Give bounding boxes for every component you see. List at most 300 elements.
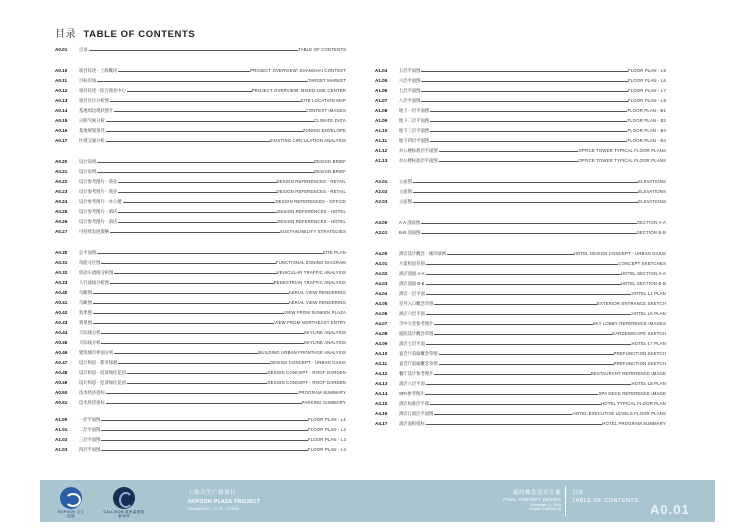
toc-entry-code: A0.11 <box>55 78 68 83</box>
toc-entry-leader-line <box>114 353 258 354</box>
toc-entry-title-en: HOTEL SECTION B-B <box>620 281 666 286</box>
project-name-en: HOPSON PLAZA PROJECT <box>188 499 261 505</box>
toc-entry <box>55 196 346 204</box>
toc-entry-leader-line <box>123 202 276 203</box>
toc-entry-code: A0.49 <box>55 380 68 385</box>
toc-entry-title-cn: 鸟瞰图 <box>79 300 92 305</box>
toc-entry-title-cn: 酒店设计概念 - 城市绿洲 <box>399 251 446 256</box>
toc-entry-leader-line <box>97 81 308 82</box>
toc-entry-title-en: FLOOR PLAN - L4 <box>307 447 346 452</box>
toc-entry-leader-line <box>426 294 632 295</box>
toc-entry-code: A4.02 <box>375 271 388 276</box>
toc-entry-title-en: FLOOR PLAN - B3 <box>627 128 666 133</box>
toc-entry <box>375 278 666 286</box>
toc-entry-title-cn: 酒店六层平面 <box>399 311 425 316</box>
toc-entry-leader-line <box>426 274 621 275</box>
toc-entry-leader-line <box>439 161 579 162</box>
toc-entry-title-en: GARDENSCAPE SKETCH <box>611 331 666 336</box>
toc-entry-leader-line <box>93 293 289 294</box>
sheet-title <box>572 488 638 504</box>
toc-entry <box>375 288 666 296</box>
toc-entry-code: A0.14 <box>55 108 68 113</box>
toc-entry-code: A1.04 <box>375 68 388 73</box>
toc-entry-title-en: PREFUNCTION SKETCH <box>613 361 666 366</box>
toc-entry <box>55 377 346 385</box>
toc-entry-title-cn: 酒店标准层平面 <box>399 401 430 406</box>
toc-entry-title-en: CONCEPT SKETCHES <box>618 261 666 266</box>
toc-entry-leader-line <box>426 264 619 265</box>
toc-entry-title-cn: B-B 剖面图 <box>399 230 421 235</box>
toc-entry-code: A0.51 <box>55 400 68 405</box>
toc-entry-leader-line <box>93 323 274 324</box>
toc-entry-leader-line <box>89 50 299 51</box>
toc-entry <box>375 105 666 113</box>
toc-entry <box>375 196 666 204</box>
toc-entry <box>375 408 666 416</box>
toc-entry-title-en: HOTEL SECTION A-A <box>620 271 666 276</box>
toc-entry-code: A0.12 <box>55 88 68 93</box>
toc-entry-title-cn: 酒店面积指标 <box>399 421 425 426</box>
toc-entry-leader-line <box>426 284 621 285</box>
page-title <box>55 25 195 40</box>
toc-entry-leader-line <box>101 450 307 451</box>
toc-entry-title-en: FLOOR PLAN - L2 <box>307 427 346 432</box>
stage-cn: 最终概念设计方案 <box>512 490 561 496</box>
toc-entry-title-en: HOTEL DESIGN CONCEPT - URBAN OASIS <box>573 251 666 256</box>
toc-entry-leader-line <box>110 232 280 233</box>
project-info <box>188 488 261 511</box>
toc-entry-code: A0.43 <box>55 320 68 325</box>
toc-entry-leader-line <box>421 71 627 72</box>
toc-entry-title-en: SPA DECK REFERENCE IMAGE <box>598 391 666 396</box>
toc-entry-title-cn: 立面图 <box>399 179 412 184</box>
toc-entry-title-cn: 可持续发展策略 <box>79 229 110 234</box>
toc-entry-code: A3.01 <box>375 230 388 235</box>
toc-entry-code: A2.03 <box>375 199 388 204</box>
toc-entry-code: A4.03 <box>375 281 388 286</box>
toc-entry-title-cn: 目标市场 <box>79 78 97 83</box>
toc-entry-leader-line <box>430 404 601 405</box>
toc-entry-title-cn: 宴会厅前廊概念草图 <box>399 361 438 366</box>
toc-entry-leader-line <box>430 121 627 122</box>
toc-entry-title-cn: 总平面图 <box>79 250 97 255</box>
toc-entry-title-en: PREFUNCTION SKETCH <box>613 351 666 356</box>
toc-entry-code: A0.27 <box>55 229 68 234</box>
toc-entry-title-en: HOTEL TYPICAL FLOOR PLAN <box>600 401 666 406</box>
toc-entry <box>55 247 346 255</box>
design-stage-info <box>475 488 561 511</box>
toc-entry-leader-line <box>421 91 627 92</box>
toc-entry <box>375 348 666 356</box>
toc-entry-leader-line <box>93 313 284 314</box>
toc-entry-title-en: EXISTING CIRCULATION ANALYSIS <box>269 138 346 143</box>
toc-entry-title-cn: 天际线分析 <box>79 340 101 345</box>
toc-entry <box>375 378 666 386</box>
toc-entry-title-en: VIEW FROM SUNKEN PLAZA <box>283 310 346 315</box>
toc-entry-code: A1.09 <box>375 118 388 123</box>
toc-entry-code: A2.02 <box>375 189 388 194</box>
toc-entry <box>375 248 666 256</box>
toc-entry-title-en: FLOOR PLAN - L7 <box>627 88 666 93</box>
toc-entry-title-en: PARKING SUMMARY <box>301 400 346 405</box>
toc-entry-leader-line <box>106 403 302 404</box>
toc-entry-code: A0.10 <box>55 68 68 73</box>
toc-entry-code: A0.44 <box>55 330 68 335</box>
toc-entry-title-en: HOTEL PROGRAM SUMMARY <box>602 421 666 426</box>
toc-entry-code: A0.25 <box>55 209 68 214</box>
toc-entry-code: A1.12 <box>375 148 388 153</box>
toc-entry <box>55 156 346 164</box>
toc-entry-title-cn: 地下三层平面图 <box>399 128 430 133</box>
toc-entry-code: A0.23 <box>55 189 68 194</box>
toc-entry-code: A0.20 <box>55 159 68 164</box>
toc-entry <box>55 444 346 452</box>
toc-entry-title-en: OFFICE TOWER TYPICAL FLOOR PLANS <box>578 158 666 163</box>
toc-entry-title-cn: 地下二层平面图 <box>399 118 430 123</box>
toc-entry-title-en: FUNCTIONAL ZONING DIAGRAM <box>275 260 346 265</box>
toc-entry-code: A4.14 <box>375 391 388 396</box>
footer-divider <box>565 486 566 516</box>
toc-entry-code: A4.11 <box>375 361 388 366</box>
toc-entry-title-en: SKYLINE ANALYSIS <box>303 330 346 335</box>
toc-entry-title-en: SECTION A-A <box>637 220 666 225</box>
toc-entry-title-cn: 机动车流线分析图 <box>79 270 114 275</box>
toc-entry-title-cn: 设计参考图片 - 商业 <box>79 189 118 194</box>
toc-entry-code: A0.50 <box>55 390 68 395</box>
toc-entry-title-cn: 庭院设计概念草图 <box>399 331 434 336</box>
toc-entry <box>375 398 666 406</box>
toc-entry <box>55 297 346 305</box>
toc-entry-leader-line <box>439 354 614 355</box>
toc-entry <box>55 216 346 224</box>
toc-entry-code: A0.47 <box>55 360 68 365</box>
toc-entry-code: A0.22 <box>55 179 68 184</box>
toc-entry-title-en: HOTEL L7 PLAN <box>631 341 666 346</box>
toc-entry-title-cn: 办公楼标准层平面图 <box>399 148 438 153</box>
sheet-title-en: TABLE OF CONTENTS <box>572 498 639 504</box>
toc-entry-code: A1.01 <box>55 427 68 432</box>
toc-entry <box>55 44 346 52</box>
toc-entry-title-en: DESIGN CONCEPT - ROOF GARDEN <box>267 380 346 385</box>
toc-entry <box>375 176 666 184</box>
toc-entry-leader-line <box>97 172 314 173</box>
toc-entry-title-cn: 日照气候分析 <box>79 118 105 123</box>
project-number: Project: 2009105.00 <box>529 507 561 511</box>
toc-entry-leader-line <box>101 430 307 431</box>
toc-entry-code: A4.09 <box>375 341 388 346</box>
toc-entry <box>375 85 666 93</box>
toc-entry-title-en: EXTERIOR ENTRANCE SKETCH <box>596 301 666 306</box>
toc-entry-code: A0.40 <box>55 290 68 295</box>
toc-entry-title-cn: 立面图 <box>399 199 412 204</box>
toc-entry-leader-line <box>413 182 638 183</box>
toc-entry-code: A1.02 <box>55 437 68 442</box>
toc-entry-title-cn: 区域交通分析 <box>79 138 105 143</box>
toc-entry <box>55 414 346 422</box>
toc-entry-leader-line <box>426 314 632 315</box>
title-block-footer <box>40 480 715 522</box>
toc-entry-leader-line <box>434 324 592 325</box>
toc-entry-title-en: DESIGN REFERENCES - RETAIL <box>276 189 346 194</box>
toc-entry-code: A0.26 <box>55 219 68 224</box>
toc-entry-title-cn: 三层平面图 <box>79 437 101 442</box>
toc-entry <box>55 206 346 214</box>
toc-entry-code: A4.15 <box>375 401 388 406</box>
toc-entry-leader-line <box>101 333 303 334</box>
toc-entry-title-en: HOTEL L8 PLAN <box>631 381 666 386</box>
toc-entry <box>55 347 346 355</box>
toc-entry-title-cn: 酒店一层平面 <box>399 291 425 296</box>
toc-entry-code: A4.05 <box>375 301 388 306</box>
toc-entry-code: A0.45 <box>55 340 68 345</box>
toc-entry-title-cn: 技术经济指标 <box>79 390 105 395</box>
toc-entry-title-cn: 空中大堂参考图片 <box>399 321 434 326</box>
toc-entry-code: A0.17 <box>55 138 68 143</box>
toc-entry <box>375 227 666 235</box>
toc-entry <box>375 338 666 346</box>
toc-entry-title-en: FLOOR PLAN - L1 <box>307 417 346 422</box>
toc-entry <box>55 397 346 405</box>
toc-entry-title-en: AERIAL VIEW RENDERING <box>288 300 346 305</box>
toc-entry-title-cn: 基地规划条件 <box>79 128 105 133</box>
toc-entry <box>375 135 666 143</box>
toc-entry-title-en: PEDESTRIAN TRAFFIC ANALYSIS <box>273 280 346 285</box>
toc-entry-code: A1.03 <box>55 447 68 452</box>
toc-entry-title-cn: 项目区位分析图 <box>79 98 110 103</box>
toc-entry-code: A0.48 <box>55 370 68 375</box>
toc-entry-code: A0.13 <box>55 98 68 103</box>
toc-entry <box>375 328 666 336</box>
toc-entry-title-en: VEHICULAR TRAFFIC ANALYSIS <box>276 270 346 275</box>
toc-entry-code: A4.17 <box>375 421 388 426</box>
toc-entry <box>55 337 346 345</box>
toc-entry-title-cn: 设计参考图片 - 酒店 <box>79 219 118 224</box>
hopson-logo-icon <box>60 487 82 509</box>
toc-entry <box>55 307 346 315</box>
toc-entry-title-en: SKYLINE ANALYSIS <box>303 340 346 345</box>
toc-entry-title-cn: 地下一层平面图 <box>399 108 430 113</box>
toc-entry-leader-line <box>118 71 250 72</box>
toc-entry-title-cn: 天际线分析 <box>79 330 101 335</box>
toc-entry-title-cn: 酒店八层平面 <box>399 381 425 386</box>
toc-entry-title-cn: 设计构思 - 都市绿洲 <box>79 360 118 365</box>
toc-entry <box>55 277 346 285</box>
toc-entry-leader-line <box>106 121 314 122</box>
sheet-title-cn: 目录 <box>572 490 584 496</box>
toc-entry-code: A1.13 <box>375 158 388 163</box>
toc-entry-leader-line <box>106 393 299 394</box>
toc-entry <box>375 258 666 266</box>
toc-entry-code: A0.32 <box>55 270 68 275</box>
toc-entry <box>375 115 666 123</box>
toc-entry-code: A1.05 <box>375 78 388 83</box>
toc-entry-title-cn: 四层平面图 <box>79 447 101 452</box>
toc-entry-code: A0.33 <box>55 280 68 285</box>
toc-entry <box>55 125 346 133</box>
toc-entry-title-en: SUSTAINABILITY STRATEGIES <box>279 229 346 234</box>
toc-entry-leader-line <box>426 384 632 385</box>
toc-entry <box>375 358 666 366</box>
toc-entry-code: A4.06 <box>375 311 388 316</box>
toc-entry-title-en: VIEW FROM NORTHEAST ENTRY <box>274 320 346 325</box>
toc-entry-title-cn: 餐厅设计参考图片 <box>399 371 434 376</box>
toc-entry-leader-line <box>434 374 590 375</box>
toc-entry-title-en: ELEVATIONS <box>638 189 666 194</box>
toc-entry <box>55 115 346 123</box>
toc-entry-code: A4.04 <box>375 291 388 296</box>
toc-entry-code: A1.10 <box>375 128 388 133</box>
toc-entry-code: A4.01 <box>375 261 388 266</box>
toc-entry-title-en: DESIGN REFERENCES - OFFICE <box>275 199 346 204</box>
toc-entry-code: A1.00 <box>55 417 68 422</box>
toc-entry-title-cn: 设计参考图片 - 办公楼 <box>79 199 122 204</box>
toc-entry-title-cn: 技术经济指标 <box>79 400 105 405</box>
toc-entry-leader-line <box>106 141 270 142</box>
toc-entry-code: A0.01 <box>55 47 68 52</box>
toc-entry-leader-line <box>413 192 638 193</box>
toc-entry <box>55 287 346 295</box>
toc-entry <box>55 317 346 325</box>
toc-entry <box>375 217 666 225</box>
toc-entry-title-cn: 五层平面图 <box>399 68 421 73</box>
toc-entry-title-cn: 设计构思 - 屋顶绿化花园 <box>79 370 126 375</box>
toc-entry <box>55 424 346 432</box>
toc-entry-title-en: PROJECT OVERVIEW: SHANGHAI CONTEXT <box>250 68 346 73</box>
toc-entry-title-cn: 建筑城市界面分析 <box>79 350 114 355</box>
toc-entry-code: A0.24 <box>55 199 68 204</box>
toc-entry-code: A1.08 <box>375 108 388 113</box>
toc-entry-title-en: ELEVATIONS <box>638 179 666 184</box>
toc-entry-title-cn: 八层平面图 <box>399 98 421 103</box>
toc-entry-title-cn: 六层平面图 <box>399 78 421 83</box>
toc-entry-leader-line <box>447 254 574 255</box>
toc-entry-leader-line <box>430 141 627 142</box>
toc-entry-title-cn: 方案构思草图 <box>399 261 425 266</box>
toc-entry <box>55 357 346 365</box>
toc-entry-title-cn: 酒店行政层平面图 <box>399 411 434 416</box>
page-title-cn: 目录 <box>55 29 77 40</box>
toc-entry <box>375 308 666 316</box>
toc-entry-title-en: HOTEL L6 PLAN <box>631 311 666 316</box>
toc-entry-title-cn: 室外入口概念草图 <box>399 301 434 306</box>
toc-entry-title-cn: 办公楼标准层平面图 <box>399 158 438 163</box>
toc-entry-title-en: FLOOR PLAN - L8 <box>627 98 666 103</box>
toc-entry-title-cn: 人行流线分析图 <box>79 280 110 285</box>
toc-entry-title-cn: 目录 <box>79 47 88 52</box>
toc-entry-title-en: HOTEL EXECUTIVE LEVELS FLOOR PLANS <box>572 411 666 416</box>
toc-entry-code: A0.41 <box>55 300 68 305</box>
toc-entry-title-cn: 基地周边现状照片 <box>79 108 114 113</box>
toc-entry-leader-line <box>118 363 270 364</box>
toc-entry-code: A2.01 <box>375 179 388 184</box>
toc-entry-title-en: DESIGN CONCEPT - URBAN OASIS <box>270 360 346 365</box>
toc-entry-title-cn: 项目综述 - 综合商业中心 <box>79 88 126 93</box>
toc-entry <box>55 135 346 143</box>
toc-entry-code: A4.10 <box>375 351 388 356</box>
toc-entry-title-cn: 鸟瞰图 <box>79 290 92 295</box>
toc-entry-leader-line <box>434 414 572 415</box>
toc-entry-leader-line <box>434 334 611 335</box>
toc-entry-title-en: DESIGN REFERENCES - HOTEL <box>277 209 346 214</box>
toc-entry-leader-line <box>118 192 276 193</box>
toc-entry <box>375 418 666 426</box>
toc-entry-leader-line <box>413 202 638 203</box>
toc-entry-title-cn: 功能分区图 <box>79 260 101 265</box>
toc-entry-title-cn: 设计构思 - 屋顶绿化花园 <box>79 380 126 385</box>
toc-entry <box>55 434 346 442</box>
toc-entry-title-en: OFFICE TOWER TYPICAL FLOOR PLANS <box>578 148 666 153</box>
toc-entry-leader-line <box>97 253 322 254</box>
toc-entry-title-en: BUILDING URBAN FRONTAGE ANALYSIS <box>258 350 346 355</box>
toc-entry <box>55 257 346 265</box>
toc-entry-title-cn: 项目综述 - 上海概况 <box>79 68 118 73</box>
toc-entry-title-en: TARGET MARKET <box>307 78 346 83</box>
toc-entry <box>55 226 346 234</box>
toc-entry-leader-line <box>425 394 598 395</box>
toc-entry-code: A1.11 <box>375 138 388 143</box>
toc-entry-title-en: FLOOR PLAN - B4 <box>627 138 666 143</box>
toc-entry <box>375 368 666 376</box>
toc-entry-code: A0.15 <box>55 118 68 123</box>
hopson-logo-text: HOPSON 合生创展 <box>57 510 85 518</box>
toc-entry-title-cn: 七层平面图 <box>399 88 421 93</box>
toc-entry-code: A0.21 <box>55 169 68 174</box>
toc-entry <box>55 176 346 184</box>
toc-entry-leader-line <box>426 424 602 425</box>
stage-date: December 11, 2009 <box>530 503 561 507</box>
callison-logo-icon <box>113 487 135 509</box>
toc-entry-title-cn: 设计参考图片 - 酒店 <box>79 209 118 214</box>
toc-entry <box>375 95 666 103</box>
toc-entry-leader-line <box>421 223 637 224</box>
toc-entry-title-en: AERIAL VIEW RENDERING <box>288 290 346 295</box>
toc-entry-leader-line <box>421 233 637 234</box>
toc-entry-code: A1.06 <box>375 88 388 93</box>
toc-entry-leader-line <box>110 101 300 102</box>
toc-entry-leader-line <box>101 420 307 421</box>
toc-entry-leader-line <box>93 303 289 304</box>
toc-entry-leader-line <box>101 343 303 344</box>
toc-entry <box>55 85 346 93</box>
toc-entry-title-en: DESIGN BRIEF <box>313 159 346 164</box>
toc-entry-leader-line <box>101 440 307 441</box>
sheet-number: A0.01 <box>650 502 690 517</box>
toc-entry-leader-line <box>97 162 314 163</box>
toc-entry-title-cn: 地下四层平面图 <box>399 138 430 143</box>
toc-entry-leader-line <box>421 101 627 102</box>
toc-entry <box>375 155 666 163</box>
toc-entry <box>55 327 346 335</box>
toc-entry-title-cn: 立面图 <box>399 189 412 194</box>
toc-entry-title-cn: 酒店七层平面 <box>399 341 425 346</box>
toc-entry-code: A4.13 <box>375 381 388 386</box>
toc-entry-title-en: FLOOR PLAN - B1 <box>627 108 666 113</box>
toc-entry-title-cn: 酒店剖面 A-A <box>399 271 425 276</box>
toc-entry <box>375 145 666 153</box>
toc-entry-title-en: HOTEL L1 PLAN <box>631 291 666 296</box>
toc-entry-code: A0.42 <box>55 310 68 315</box>
toc-entry-code: A4.07 <box>375 321 388 326</box>
toc-entry-title-cn: 效果图 <box>79 310 92 315</box>
toc-entry-code: A4.12 <box>375 371 388 376</box>
toc-entry <box>55 65 346 73</box>
toc-entry-title-en: SKY LOBBY REFERENCE IMAGES <box>592 321 666 326</box>
toc-entry <box>375 75 666 83</box>
toc-entry <box>55 105 346 113</box>
toc-entry-leader-line <box>114 111 305 112</box>
toc-entry-leader-line <box>127 91 252 92</box>
toc-entry-title-en: DESIGN CONCEPT - ROOF GARDEN <box>267 370 346 375</box>
